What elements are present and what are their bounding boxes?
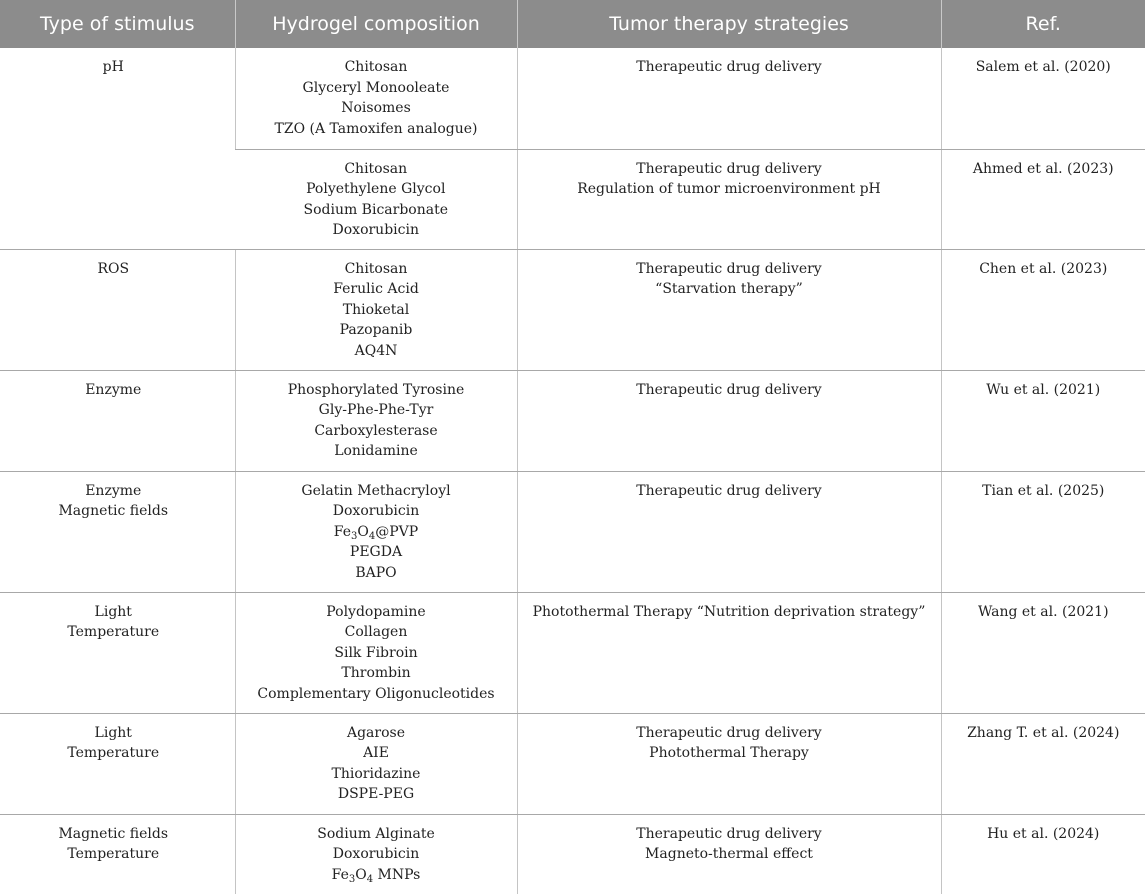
composition-cell bbox=[235, 370, 517, 471]
composition-item: Pazopanib bbox=[339, 322, 413, 338]
stimulus-text: Temperature bbox=[67, 624, 160, 640]
strategy-item: Photothermal Therapy “Nutrition deprivation strategy” bbox=[532, 603, 926, 620]
header-row bbox=[0, 0, 1145, 48]
ref-cell bbox=[941, 471, 1145, 592]
strategy-item: Regulation of tumor microenvironment pH bbox=[577, 181, 881, 197]
strategies-cell bbox=[517, 592, 941, 713]
stimulus-cell bbox=[0, 814, 235, 894]
table-row bbox=[0, 471, 1145, 592]
composition-item: BAPO bbox=[355, 564, 397, 581]
strategies-cell bbox=[517, 48, 941, 149]
table-row bbox=[0, 592, 1145, 713]
composition-item: Ferulic Acid bbox=[333, 281, 419, 297]
composition-item: Doxorubicin bbox=[332, 846, 420, 862]
composition-item: Lonidamine bbox=[334, 443, 418, 459]
strategy-item: “Starvation therapy” bbox=[655, 281, 803, 297]
stimulus-text: Temperature bbox=[67, 745, 160, 761]
ref-cell bbox=[941, 370, 1145, 471]
composition-cell bbox=[235, 48, 517, 149]
composition-item: Complementary Oligonucleotides bbox=[257, 685, 495, 702]
strategies-cell bbox=[517, 471, 941, 592]
stimulus-cell bbox=[0, 370, 235, 471]
composition-item: AQ4N bbox=[354, 342, 398, 359]
stimulus-cell bbox=[0, 249, 235, 370]
header-ref: Ref. bbox=[941, 0, 1145, 48]
stimulus-text: Enzyme bbox=[85, 381, 142, 398]
composition-item: Carboxylesterase bbox=[314, 422, 438, 439]
composition-item: Doxorubicin bbox=[332, 222, 419, 238]
composition-cell bbox=[235, 814, 517, 894]
strategy-item: Therapeutic drug delivery bbox=[636, 59, 822, 75]
stimulus-text: ROS bbox=[97, 260, 130, 277]
stimulus-text: Light bbox=[94, 724, 132, 741]
strategy-item: Photothermal Therapy bbox=[649, 745, 809, 761]
composition-item: Thrombin bbox=[341, 665, 411, 681]
ref-cell bbox=[941, 149, 1145, 249]
stimulus-cell bbox=[0, 48, 235, 249]
header-hydrogel-composition: Hydrogel composition bbox=[235, 0, 517, 48]
composition-item: Chitosan bbox=[344, 160, 408, 177]
table-row bbox=[0, 370, 1145, 471]
stimulus-text: Enzyme bbox=[85, 482, 142, 499]
header-type-of-stimulus: Type of stimulus bbox=[0, 0, 235, 48]
strategies-cell bbox=[517, 249, 941, 370]
strategy-item: Therapeutic drug delivery bbox=[636, 724, 822, 741]
composition-item: Thioketal bbox=[342, 301, 410, 318]
strategy-item: Therapeutic drug delivery bbox=[636, 482, 822, 499]
composition-item: Noisomes bbox=[341, 100, 411, 116]
stimulus-text: Magnetic fields bbox=[58, 503, 169, 519]
ref-cell bbox=[941, 713, 1145, 814]
strategies-cell bbox=[517, 370, 941, 471]
stimulus-text: pH bbox=[102, 59, 124, 75]
strategy-item: Magneto-thermal effect bbox=[645, 846, 813, 862]
composition-item: Agarose bbox=[346, 724, 405, 741]
ref-cell bbox=[941, 592, 1145, 713]
composition-cell bbox=[235, 713, 517, 814]
strategy-item: Therapeutic drug delivery bbox=[636, 160, 822, 177]
composition-item: Chitosan bbox=[344, 260, 408, 277]
composition-item: TZO (A Tamoxifen analogue) bbox=[274, 120, 478, 137]
composition-cell bbox=[235, 592, 517, 713]
table-row bbox=[0, 48, 1145, 149]
stimulus-text: Temperature bbox=[67, 846, 160, 862]
ref-cell bbox=[941, 249, 1145, 370]
ref-cell bbox=[941, 814, 1145, 894]
header-tumor-therapy-strategies: Tumor therapy strategies bbox=[517, 0, 941, 48]
strategies-cell bbox=[517, 814, 941, 894]
composition-item: PEGDA bbox=[349, 544, 403, 560]
ref-cell bbox=[941, 48, 1145, 149]
strategy-item: Therapeutic drug delivery bbox=[636, 260, 822, 277]
table-row bbox=[0, 814, 1145, 894]
ref-text: Salem et al. (2020) bbox=[975, 59, 1111, 75]
composition-item: Sodium Bicarbonate bbox=[303, 201, 448, 218]
composition-item: Collagen bbox=[344, 624, 408, 640]
table-row bbox=[0, 713, 1145, 814]
composition-item: Sodium Alginate bbox=[317, 825, 435, 842]
ref-text: Zhang T. et al. (2024) bbox=[967, 724, 1120, 741]
composition-item: Chitosan bbox=[344, 59, 408, 75]
composition-item: Thioridazine bbox=[331, 765, 421, 782]
composition-item: Doxorubicin bbox=[332, 503, 420, 519]
ref-text: Wu et al. (2021) bbox=[986, 381, 1101, 398]
stimulus-cell bbox=[0, 713, 235, 814]
ref-text: Hu et al. (2024) bbox=[987, 825, 1100, 842]
table-row bbox=[0, 249, 1145, 370]
ref-text: Chen et al. (2023) bbox=[979, 260, 1108, 277]
stimulus-cell bbox=[0, 592, 235, 713]
composition-item: Phosphorylated Tyrosine bbox=[287, 381, 465, 398]
composition-item-fe3o4-pvp: $Fe_3O_4@PVP$ bbox=[333, 523, 419, 542]
composition-item: DSPE-PEG bbox=[337, 786, 415, 802]
composition-cell bbox=[235, 149, 517, 249]
ref-text: Ahmed et al. (2023) bbox=[972, 160, 1114, 177]
composition-cell bbox=[235, 249, 517, 370]
strategy-item: Therapeutic drug delivery bbox=[636, 381, 822, 398]
strategy-item: Therapeutic drug delivery bbox=[636, 825, 822, 842]
ref-text: Wang et al. (2021) bbox=[977, 603, 1109, 620]
composition-cell bbox=[235, 471, 517, 592]
stimulus-text: Light bbox=[94, 603, 132, 620]
stimulus-cell bbox=[0, 471, 235, 592]
composition-item: Silk Fibroin bbox=[334, 644, 418, 661]
stimulus-text: Magnetic fields bbox=[58, 825, 169, 842]
composition-item: Polyethylene Glycol bbox=[306, 181, 446, 197]
composition-item: Glyceryl Monooleate bbox=[302, 79, 450, 96]
composition-item: AIE bbox=[363, 745, 389, 761]
strategies-cell bbox=[517, 713, 941, 814]
ref-text: Tian et al. (2025) bbox=[982, 482, 1105, 499]
composition-item: Polydopamine bbox=[326, 603, 426, 620]
composition-item-fe3o4-mnps: $Fe_3O_4$ MNPs bbox=[331, 866, 421, 885]
composition-item: Gly-Phe-Phe-Tyr bbox=[318, 402, 434, 418]
strategies-cell bbox=[517, 149, 941, 249]
composition-item: Gelatin Methacryloyl bbox=[301, 482, 451, 499]
